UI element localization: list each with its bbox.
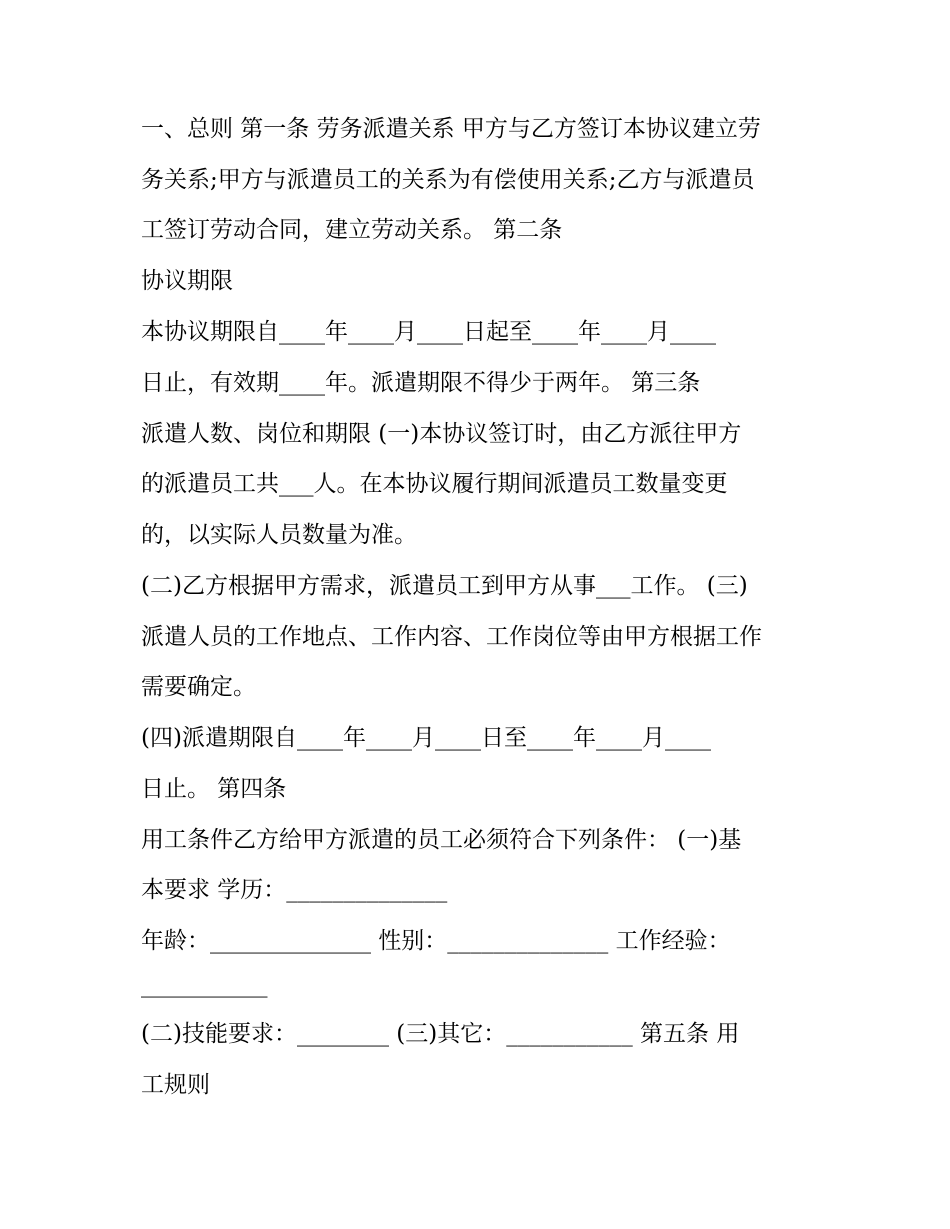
text-line: 工规则 <box>141 1072 210 1098</box>
text-line: 日止。 第四条 <box>141 776 287 802</box>
text-line: 需要确定。 <box>141 674 256 700</box>
text-line: 的派遣员工共___人。在本协议履行期间派遣员工数量变更 <box>141 471 728 497</box>
text-line: (四)派遣期限自____年____月____日至____年____月____ <box>141 725 711 751</box>
text-line: 年龄：______________ 性别：______________ 工作经验： <box>141 928 731 954</box>
text-line: 本要求 学历：______________ <box>141 877 448 903</box>
text-line: (二)乙方根据甲方需求，派遣员工到甲方从事___工作。 (三) <box>141 573 748 599</box>
text-line: ___________ <box>141 972 268 998</box>
text-line: 本协议期限自____年____月____日起至____年____月____ <box>141 319 716 345</box>
text-line: 用工条件乙方给甲方派遣的员工必须符合下列条件： (一)基 <box>141 827 742 853</box>
text-line: 派遣人数、岗位和期限 (一)本协议签订时，由乙方派往甲方 <box>141 421 742 447</box>
text-line: 派遣人员的工作地点、工作内容、工作岗位等由甲方根据工作 <box>141 624 762 650</box>
text-line: 日止，有效期____年。派遣期限不得少于两年。 第三条 <box>141 370 701 396</box>
text-line: 工签订劳动合同，建立劳动关系。 第二条 <box>141 217 563 243</box>
text-line: 一、总则 第一条 劳务派遣关系 甲方与乙方签订本协议建立劳 <box>141 116 761 142</box>
text-line: (二)技能要求：________ (三)其它：___________ 第五条 用 <box>141 1021 740 1047</box>
text-line: 协议期限 <box>141 268 233 294</box>
text-line: 的，以实际人员数量为准。 <box>141 522 417 548</box>
text-line: 务关系;甲方与派遣员工的关系为有偿使用关系;乙方与派遣员 <box>141 167 755 193</box>
